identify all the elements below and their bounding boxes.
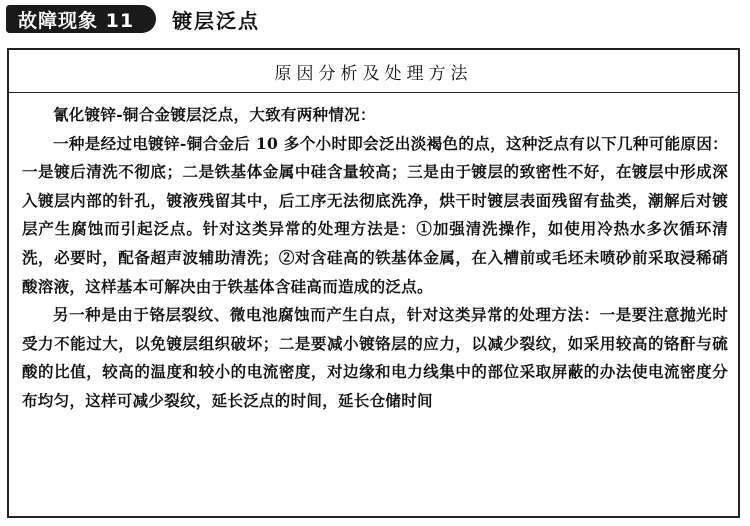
- paragraph-intro: 氰化镀锌-铜合金镀层泛点，大致有两种情况：: [53, 105, 376, 124]
- analysis-box: [7, 48, 740, 518]
- fault-title: 镀层泛点: [172, 8, 261, 33]
- section-header: [6, 4, 260, 34]
- paragraph-case-one: 一种是经过电镀锌-铜合金后 10 多个小时即会泛出淡褐色的点，这种泛点有以下几种可能原因：一是镀后清洗不彻底；二是铁基体金属中硅含量较高；三是由于镀层的致密性不好，在镀层中形成深入镀层内部的针孔，镀液残留其中，后工序无法彻底洗净，烘干时镀层表面残留有盐类，潮解后对镀层产生腐蚀而引起泛点。针对这类异常的处理方法是：①加强清洗操作，如使用冷热水多次循环清洗，必要时，配备超声波辅助清洗；②对含硅高的铁基体金属，在入槽前或毛坯未喷砂前采取浸稀硝酸溶液，这样基本可解决由于铁基体含硅高而造成的泛点。: [22, 133, 728, 296]
- fault-number-tag: 故障现象 11: [6, 5, 156, 33]
- paragraph-case-two: 另一种是由于铬层裂纹、微电池腐蚀而产生白点，针对这类异常的处理方法：一是要注意抛光时受力不能过大，以免镀层组织破坏；二是要减小镀铬层的应力，以减少裂纹，如采用较高的铬酐与硫酸的比值，较高的温度和较小的电流密度，对边缘和电力线集中的部位采取屏蔽的办法使电流密度分布均匀，这样可减少裂纹，延长泛点的时间，延长仓储时间: [22, 305, 728, 410]
- box-heading: 原因分析及处理方法: [9, 50, 738, 93]
- box-body: [9, 93, 738, 416]
